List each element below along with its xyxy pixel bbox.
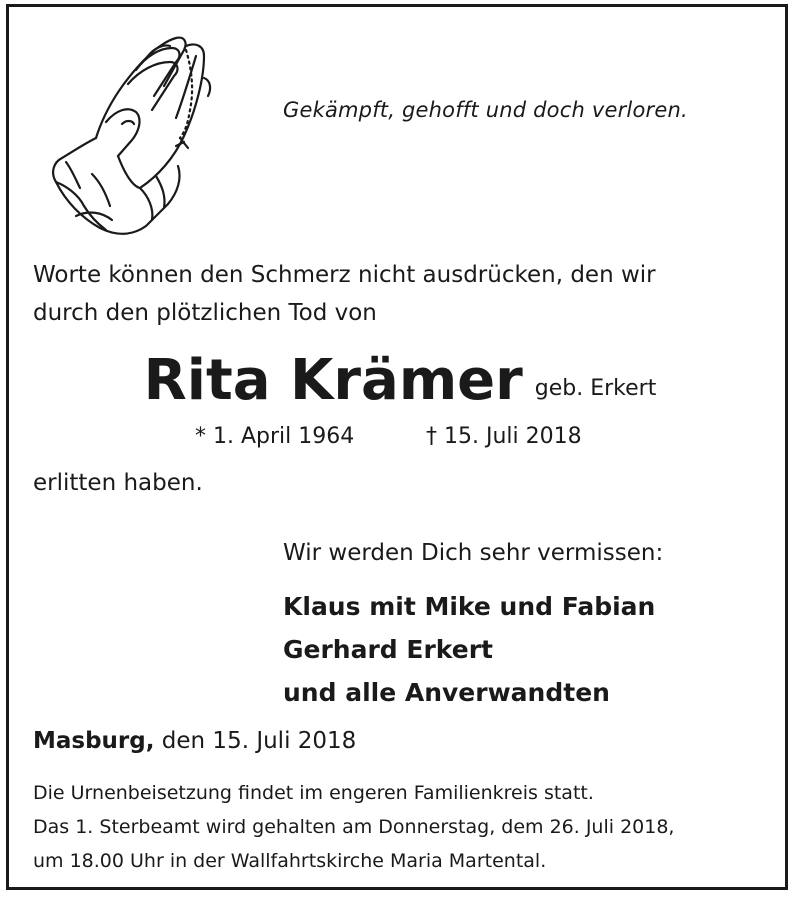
note-line: um 18.00 Uhr in der Wallfahrtskirche Maria Martental. bbox=[33, 850, 547, 872]
family-line: Gerhard Erkert bbox=[283, 635, 493, 664]
deceased-name: Rita Krämer bbox=[143, 348, 523, 413]
maiden-name: geb. Erkert bbox=[534, 376, 657, 401]
family-list bbox=[283, 585, 655, 714]
birth-date: * 1. April 1964 bbox=[195, 424, 355, 449]
motto: Gekämpft, gehofft und doch verloren. bbox=[283, 98, 688, 122]
intro-text bbox=[33, 256, 733, 332]
funeral-notes bbox=[33, 776, 773, 878]
notice-date: den 15. Juli 2018 bbox=[161, 728, 357, 754]
praying-hands-icon bbox=[36, 26, 216, 242]
intro-line-1: Worte können den Schmerz nicht ausdrücken, den wir bbox=[33, 262, 656, 288]
note-line: Die Urnenbeisetzung findet im engeren Familienkreis statt. bbox=[33, 782, 594, 804]
miss-line: Wir werden Dich sehr vermissen: bbox=[283, 540, 664, 566]
place-name: Masburg, bbox=[33, 728, 155, 754]
place-date bbox=[33, 728, 356, 754]
family-line: und alle Anverwandten bbox=[283, 678, 610, 707]
death-date: † 15. Juli 2018 bbox=[426, 424, 582, 449]
closing-text: erlitten haben. bbox=[33, 470, 203, 496]
note-line: Das 1. Sterbeamt wird gehalten am Donnerstag, dem 26. Juli 2018, bbox=[33, 816, 675, 838]
deceased-name-row bbox=[0, 348, 800, 413]
intro-line-2: durch den plötzlichen Tod von bbox=[33, 300, 377, 326]
family-line: Klaus mit Mike und Fabian bbox=[283, 592, 656, 621]
